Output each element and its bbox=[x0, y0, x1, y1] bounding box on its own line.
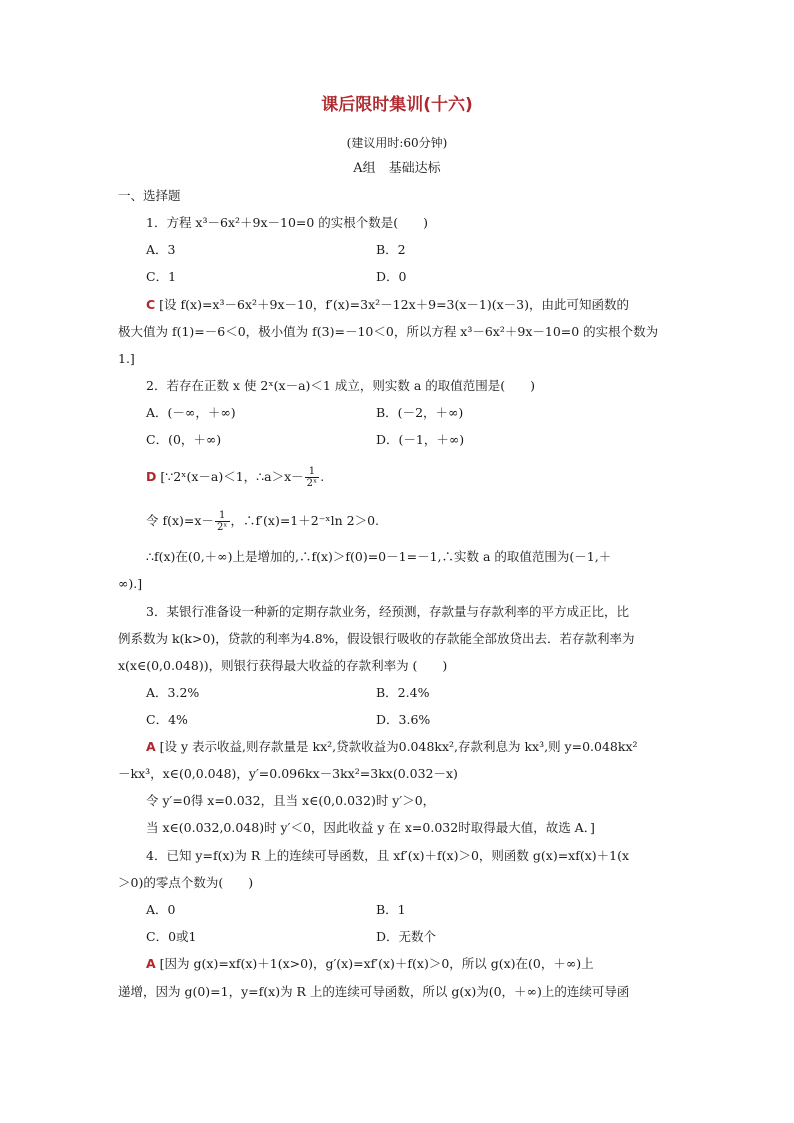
q4-answer-line-1 bbox=[146, 955, 594, 973]
fraction bbox=[305, 466, 320, 489]
fraction bbox=[215, 510, 230, 533]
q3-answer-text-1: [设 y 表示收益,则存款量是 kx²,贷款收益为0.048kx²,存款利息为 kx³,则 y=0.048kx² bbox=[159, 739, 638, 754]
fraction-denominator: 2ˣ bbox=[306, 478, 318, 489]
section-heading: 一、选择题 bbox=[118, 188, 181, 203]
q3-option-a: A．3.2% bbox=[146, 685, 200, 700]
q3-answer-line-2: －kx³，x∈(0,0.048)，y′=0.096kx－3kx²=3kx(0.032－x) bbox=[118, 766, 458, 781]
q3-answer-line-1 bbox=[146, 738, 638, 756]
q2-answer-line-3: ∴f(x)在(0,＋∞)上是增加的,∴f(x)＞f(0)=0－1=－1,∴实数 a 的取值范围为(－1,＋ bbox=[146, 549, 612, 564]
fraction-denominator: 2ˣ bbox=[216, 522, 228, 533]
q1-answer-line-1 bbox=[146, 296, 629, 314]
page-title: 课后限时集训(十六) bbox=[321, 95, 473, 115]
q4-stem-line-1: 4．已知 y=f(x)为 R 上的连续可导函数，且 xf′(x)＋f(x)＞0，则函数 g(x)=xf(x)＋1(x bbox=[146, 848, 630, 863]
q2-answer-text-1: [∵2ˣ(x－a)＜1，∴a＞x－ bbox=[160, 469, 304, 484]
q3-stem-line-3: x(x∈(0,0.048))，则银行获得最大收益的存款利率为 ( ) bbox=[118, 658, 448, 673]
q1-answer-text-1: [设 f(x)=x³－6x²＋9x－10，f′(x)=3x²－12x＋9=3(x－1)(x－3)，由此可知函数的 bbox=[159, 297, 630, 312]
fraction-numerator: 1 bbox=[305, 466, 320, 478]
q1-answer-letter: C bbox=[146, 297, 156, 312]
q3-answer-line-4: 当 x∈(0.032,0.048)时 y′＜0，因此收益 y 在 x=0.032时取得最大值，故选 A．] bbox=[146, 820, 595, 835]
q3-stem-line-2: 例系数为 k(k>0)，贷款的利率为4.8%，假设银行吸收的存款能全部放贷出去．若存款利率为 bbox=[118, 631, 635, 646]
q2-answer-text-1-end: . bbox=[320, 469, 325, 484]
q3-option-c: C．4% bbox=[146, 712, 188, 727]
q1-stem: 1．方程 x³－6x²＋9x－10=0 的实根个数是( ) bbox=[146, 215, 429, 230]
q3-answer-letter: A bbox=[146, 739, 156, 754]
q1-option-c: C．1 bbox=[146, 269, 177, 284]
q2-answer-line-4: ∞).] bbox=[118, 576, 143, 591]
q4-answer-text-1: [因为 g(x)=xf(x)＋1(x>0)，g′(x)=xf′(x)＋f(x)＞0，所以 g(x)在(0，＋∞)上 bbox=[159, 956, 594, 971]
q4-option-a: A．0 bbox=[146, 902, 176, 917]
q1-answer-line-3: 1.] bbox=[118, 351, 135, 366]
q2-answer-letter: D bbox=[146, 469, 157, 484]
q4-option-c: C．0或1 bbox=[146, 929, 197, 944]
q1-option-d: D．0 bbox=[376, 269, 407, 284]
q2-stem: 2．若存在正数 x 使 2ˣ(x－a)＜1 成立，则实数 a 的取值范围是( ) bbox=[146, 378, 536, 393]
q1-answer-line-2: 极大值为 f(1)=－6＜0，极小值为 f(3)=－10＜0，所以方程 x³－6x²＋9x－10=0 的实根个数为 bbox=[118, 324, 659, 339]
q4-option-d: D．无数个 bbox=[376, 929, 437, 944]
q2-option-c: C．(0，＋∞) bbox=[146, 432, 222, 447]
group-heading: A组 基础达标 bbox=[353, 161, 441, 176]
time-note: (建议用时:60分钟) bbox=[346, 136, 448, 150]
q3-stem-line-1: 3．某银行准备设一种新的定期存款业务，经预测，存款量与存款利率的平方成正比，比 bbox=[146, 604, 629, 619]
q1-option-b: B．2 bbox=[376, 242, 406, 257]
q4-stem-line-2: ＞0)的零点个数为( ) bbox=[118, 875, 254, 890]
q3-option-d: D．3.6% bbox=[376, 712, 431, 727]
q4-answer-letter: A bbox=[146, 956, 156, 971]
q2-answer-text-2a: 令 f(x)=x－ bbox=[146, 513, 214, 528]
q4-option-b: B．1 bbox=[376, 902, 406, 917]
q4-answer-line-2: 递增，因为 g(0)=1，y=f(x)为 R 上的连续可导函数，所以 g(x)为(0，＋∞)上的连续可导函 bbox=[118, 984, 630, 999]
q2-option-b: B．(－2，＋∞) bbox=[376, 405, 464, 420]
q3-answer-line-3: 令 y′=0得 x=0.032，且当 x∈(0,0.032)时 y′＞0， bbox=[146, 793, 436, 808]
q2-answer-line-2 bbox=[146, 510, 379, 533]
q2-answer-line-1 bbox=[146, 466, 324, 489]
q2-option-d: D．(－1，＋∞) bbox=[376, 432, 465, 447]
fraction-numerator: 1 bbox=[215, 510, 230, 522]
q1-option-a: A．3 bbox=[146, 242, 176, 257]
q2-answer-text-2b: ，∴f′(x)=1＋2⁻ˣln 2＞0. bbox=[230, 513, 379, 528]
q3-option-b: B．2.4% bbox=[376, 685, 430, 700]
q2-option-a: A．(－∞，＋∞) bbox=[146, 405, 236, 420]
